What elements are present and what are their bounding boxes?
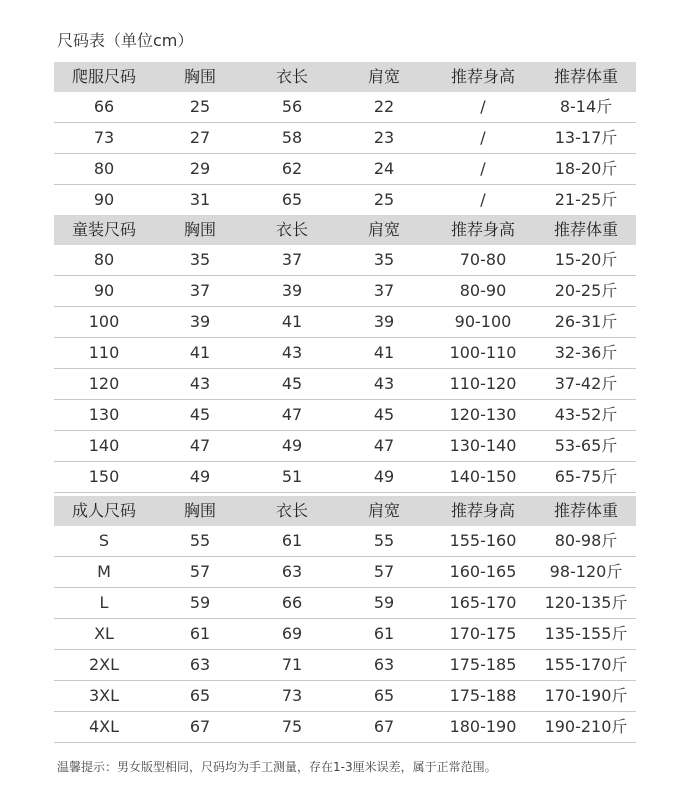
table-cell: 120-130: [449, 405, 517, 424]
table-cell: 47: [281, 405, 303, 424]
table-cell: 155-170斤: [544, 655, 628, 674]
table-cell: 3XL: [88, 686, 120, 705]
table-row: [54, 92, 636, 123]
table-header-row: [54, 62, 636, 92]
column-header: 推荐身高: [450, 67, 515, 86]
table-row: [54, 369, 636, 400]
table-cell: 43: [189, 374, 211, 393]
table-cell: 73: [281, 686, 303, 705]
table-cell: 35: [189, 250, 211, 269]
table-cell: 37: [281, 250, 303, 269]
table-cell: 98-120斤: [549, 562, 623, 581]
table-cell: 41: [373, 343, 395, 362]
table-cell: 80-98斤: [554, 531, 618, 550]
table-cell: 45: [281, 374, 303, 393]
column-header: 胸围: [183, 67, 216, 86]
table-cell: M: [97, 562, 111, 581]
table-cell: 21-25斤: [554, 190, 618, 209]
table-cell: 31: [189, 190, 211, 209]
table-cell: 65: [373, 686, 395, 705]
table-cell: 70-80: [459, 250, 507, 269]
table-cell: 63: [373, 655, 395, 674]
table-cell: 49: [189, 467, 211, 486]
table-cell: 45: [189, 405, 211, 424]
table-cell: 67: [373, 717, 395, 736]
table-cell: 37: [189, 281, 211, 300]
table-cell: /: [480, 128, 486, 147]
table-cell: 120-135斤: [544, 593, 628, 612]
table-cell: 61: [189, 624, 211, 643]
table-cell: 55: [373, 531, 395, 550]
table-cell: 160-165: [449, 562, 517, 581]
table-row: [54, 400, 636, 431]
table-cell: 71: [281, 655, 303, 674]
table-cell: 47: [373, 436, 395, 455]
table-cell: 39: [373, 312, 395, 331]
table-cell: 90: [93, 190, 115, 209]
table-cell: 59: [373, 593, 395, 612]
table-row: [54, 462, 636, 493]
table-cell: 49: [373, 467, 395, 486]
table-cell: /: [480, 97, 486, 116]
table-cell: 90: [93, 281, 115, 300]
table-cell: 8-14斤: [559, 97, 613, 116]
table-cell: 58: [281, 128, 303, 147]
table-cell: 61: [373, 624, 395, 643]
table-cell: 175-185: [449, 655, 517, 674]
table-cell: 32-36斤: [554, 343, 618, 362]
table-cell: 73: [93, 128, 115, 147]
kids-size-table: [54, 215, 636, 493]
column-header: 肩宽: [367, 501, 400, 520]
table-cell: 65: [281, 190, 303, 209]
table-cell: 29: [189, 159, 211, 178]
table-cell: 56: [281, 97, 303, 116]
table-cell: 24: [373, 159, 395, 178]
column-header: 衣长: [275, 67, 308, 86]
table-cell: 27: [189, 128, 211, 147]
table-cell: 62: [281, 159, 303, 178]
table-row: [54, 276, 636, 307]
table-cell: 43-52斤: [554, 405, 618, 424]
table-row: [54, 619, 636, 650]
column-header: 爬服尺码: [71, 67, 136, 86]
table-cell: 165-170: [449, 593, 517, 612]
column-header: 推荐身高: [450, 220, 515, 239]
table-cell: 75: [281, 717, 303, 736]
table-cell: 4XL: [88, 717, 120, 736]
table-cell: 66: [93, 97, 115, 116]
table-cell: 130-140: [449, 436, 517, 455]
column-header: 肩宽: [367, 67, 400, 86]
table-cell: 49: [281, 436, 303, 455]
adult-size-table: [54, 496, 636, 743]
table-cell: 140: [88, 436, 120, 455]
table-cell: 41: [189, 343, 211, 362]
table-cell: 67: [189, 717, 211, 736]
column-header: 胸围: [183, 220, 216, 239]
column-header: 推荐体重: [553, 220, 618, 239]
table-cell: 90-100: [454, 312, 512, 331]
table-cell: 51: [281, 467, 303, 486]
table-header-row: [54, 215, 636, 245]
table-cell: 61: [281, 531, 303, 550]
table-cell: 55: [189, 531, 211, 550]
table-cell: S: [98, 531, 110, 550]
table-cell: 37-42斤: [554, 374, 618, 393]
table-row: [54, 307, 636, 338]
table-cell: 170-190斤: [544, 686, 628, 705]
column-header: 肩宽: [367, 220, 400, 239]
column-header: 推荐身高: [450, 501, 515, 520]
table-cell: 25: [373, 190, 395, 209]
table-cell: 80: [93, 159, 115, 178]
table-cell: /: [480, 159, 486, 178]
column-header: 衣长: [275, 220, 308, 239]
table-cell: 190-210斤: [544, 717, 628, 736]
table-cell: 80-90: [459, 281, 507, 300]
table-cell: 43: [281, 343, 303, 362]
table-cell: 2XL: [88, 655, 120, 674]
table-cell: 26-31斤: [554, 312, 618, 331]
column-header: 推荐体重: [553, 501, 618, 520]
table-cell: /: [480, 190, 486, 209]
table-cell: XL: [94, 624, 114, 643]
table-cell: 100: [88, 312, 120, 331]
table-cell: 170-175: [449, 624, 517, 643]
table-cell: 39: [281, 281, 303, 300]
table-cell: 25: [189, 97, 211, 116]
table-row: [54, 245, 636, 276]
table-row: [54, 154, 636, 185]
table-cell: 110: [88, 343, 120, 362]
table-cell: L: [99, 593, 109, 612]
table-cell: 15-20斤: [554, 250, 618, 269]
table-cell: 53-65斤: [554, 436, 618, 455]
table-cell: 120: [88, 374, 120, 393]
page-title: 尺码表（单位cm）: [57, 31, 194, 50]
table-cell: 65: [189, 686, 211, 705]
column-header: 推荐体重: [553, 67, 618, 86]
column-header: 成人尺码: [71, 501, 136, 520]
table-cell: 37: [373, 281, 395, 300]
table-cell: 45: [373, 405, 395, 424]
table-cell: 130: [88, 405, 120, 424]
table-cell: 180-190: [449, 717, 517, 736]
table-cell: 65-75斤: [554, 467, 618, 486]
table-header-row: [54, 496, 636, 526]
table-row: [54, 681, 636, 712]
table-row: [54, 431, 636, 462]
table-cell: 41: [281, 312, 303, 331]
table-cell: 140-150: [449, 467, 517, 486]
table-row: [54, 123, 636, 154]
table-cell: 57: [189, 562, 211, 581]
table-cell: 63: [189, 655, 211, 674]
footnote: 温馨提示：男女版型相同，尺码均为手工测量，存在1-3厘米误差，属于正常范围。: [57, 760, 497, 774]
table-cell: 47: [189, 436, 211, 455]
table-cell: 150: [88, 467, 120, 486]
table-row: [54, 526, 636, 557]
table-row: [54, 338, 636, 369]
table-cell: 35: [373, 250, 395, 269]
table-row: [54, 712, 636, 743]
column-header: 胸围: [183, 501, 216, 520]
table-cell: 59: [189, 593, 211, 612]
table-row: [54, 650, 636, 681]
table-row: [54, 588, 636, 619]
table-cell: 175-188: [449, 686, 517, 705]
table-row: [54, 185, 636, 216]
column-header: 衣长: [275, 501, 308, 520]
table-cell: 100-110: [449, 343, 517, 362]
table-cell: 69: [281, 624, 303, 643]
table-cell: 43: [373, 374, 395, 393]
table-cell: 63: [281, 562, 303, 581]
table-cell: 20-25斤: [554, 281, 618, 300]
table-cell: 13-17斤: [554, 128, 618, 147]
table-cell: 18-20斤: [554, 159, 618, 178]
table-cell: 110-120: [449, 374, 517, 393]
table-row: [54, 557, 636, 588]
table-cell: 22: [373, 97, 395, 116]
table-cell: 80: [93, 250, 115, 269]
table-cell: 39: [189, 312, 211, 331]
crawler-size-table: [54, 62, 636, 216]
table-cell: 57: [373, 562, 395, 581]
table-cell: 66: [281, 593, 303, 612]
table-cell: 155-160: [449, 531, 517, 550]
table-cell: 135-155斤: [544, 624, 628, 643]
column-header: 童装尺码: [71, 220, 136, 239]
table-cell: 23: [373, 128, 395, 147]
